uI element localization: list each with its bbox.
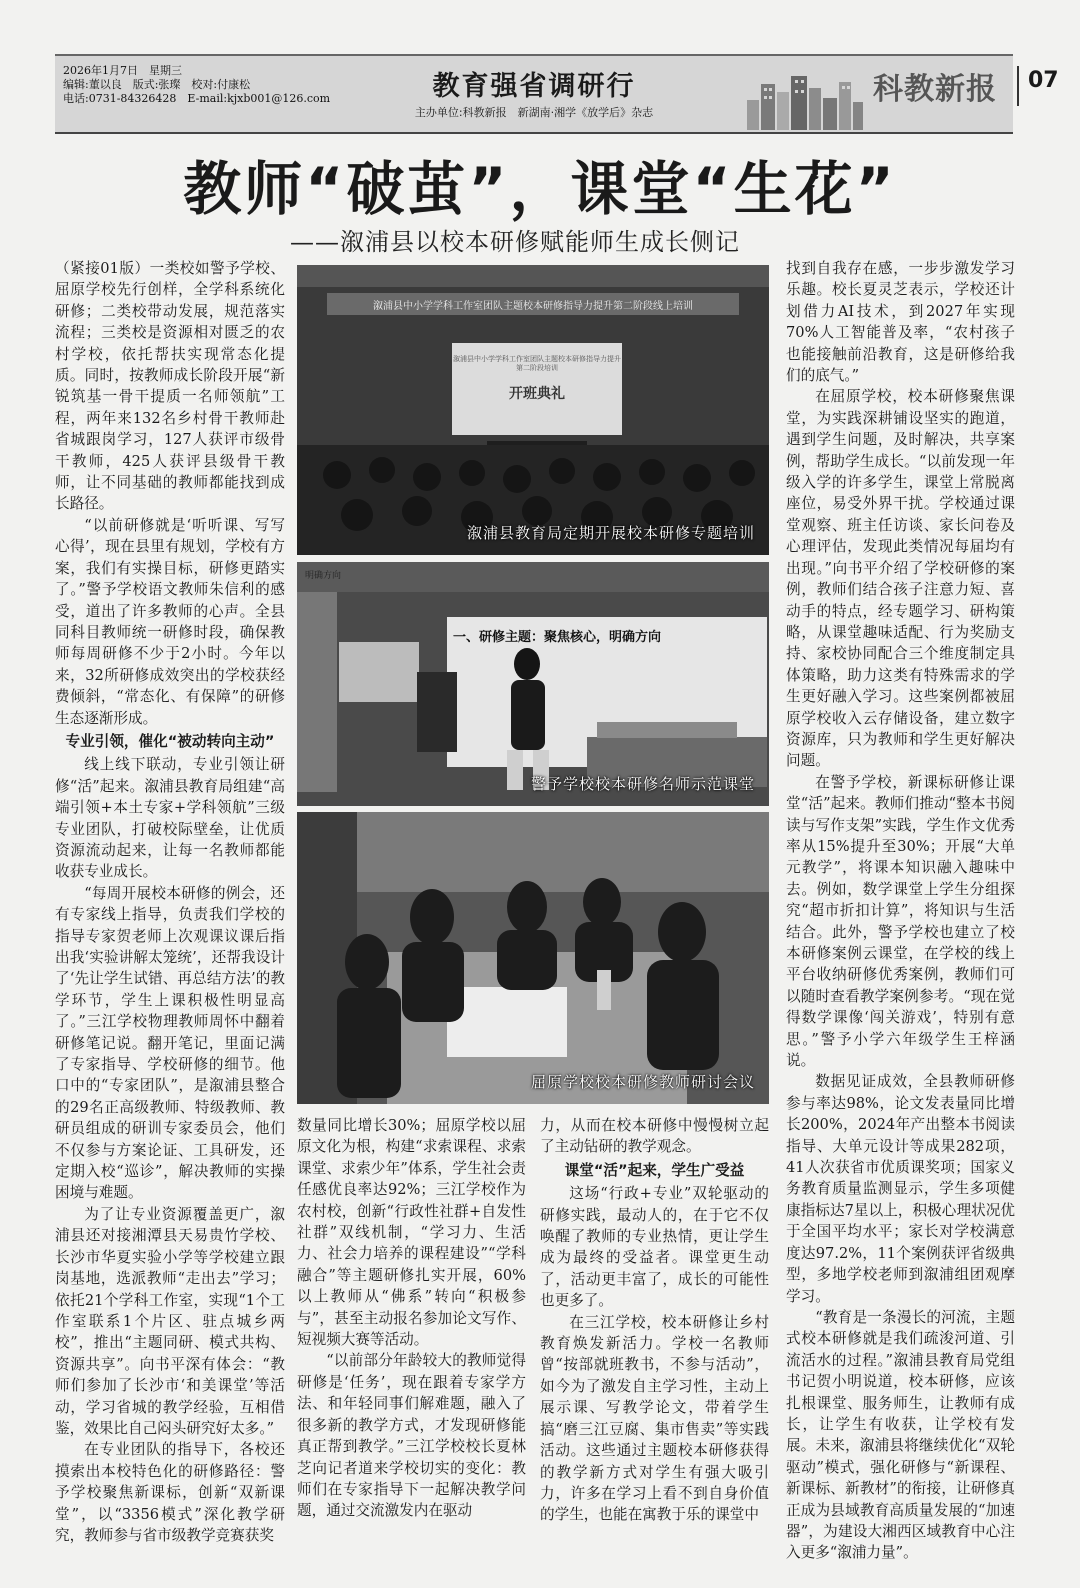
paragraph: “以前部分年龄较大的教师觉得研修是‘任务’，现在跟着专家学方法、和年轻同事们解难题，融入了很多新的教学方式，才发现研修能真正帮到教学。”三江学校校长夏林芝向记者道来学校切实的变化：教师们在专家指导下一起解决教学问题，通过交流激发内在驱动 — [297, 1352, 526, 1520]
newspaper-name: 科教新报 — [873, 72, 997, 107]
paragraph: 数量同比增长30%；屈原学校以屈原文化为根，构建“求索课程、求索课堂、求索少年”体系，学生社会责任感优良率达92%；三江学校作为农村校，创新“行政性社群+自发性社群”双线机制，“学习力、生活力、社会力培养的课程建设”“学科融合”等主题研修扎实开展，60%以上教师从“佛系”转向“积极参与”，甚至主动报名参加论文写作、短视频大赛等活动。 — [297, 1117, 526, 1349]
sponsors-line: 主办单位:科教新报 新湖南·湘学《放学后》杂志 — [414, 106, 654, 119]
paragraph: 这场“行政+专业”双轮驱动的研修实践，最动人的，在于它不仅唤醒了教师的专业热情，更让学生成为最终的受益者。课堂更生动了，活动更丰富了，成长的可能性也更多了。 — [540, 1185, 769, 1310]
paragraph: 力，从而在校本研修中慢慢树立起了主动钻研的教学观念。 — [540, 1117, 769, 1156]
page-header — [55, 54, 1059, 134]
section-heading: 课堂“活”起来，学生广受益 — [564, 1161, 745, 1179]
photo-caption: 溆浦县教育局定期开展校本研修专题培训 — [466, 524, 755, 542]
paragraph: 在屈原学校，校本研修聚焦课堂，为实践深耕铺设坚实的跑道，遇到学生问题，及时解决，共享案例，帮助学生成长。“以前发现一年级入学的许多学生，课堂上常脱离座位，易受外界干扰。学校通过课堂观察、班主任访谈、家长问卷及心理评估，发现此类情况每届均有出现。”向书平介绍了学校研修的案例，教师们结合孩子注意力短、喜动手的特点，经专题学习、研构策略，从课堂趣味适配、行为奖励支持、家校协同配合三个维度制定具体策略，助力这类有特殊需求的学生更好融入学习。这些案例都被屈原学校收入云存储设备，建立数字资源库，只为教师和学生更好解决问题。 — [786, 388, 1015, 770]
paragraph: “每周开展校本研修的例会，还有专家线上指导，负责我们学校的指导专家贺老师上次观课议课后指出我‘实验讲解太笼统’，还帮我设计了‘先让学生试错、再总结方法’的教学环节，学生上课积极性明显高了。”三江学校物理教师周怀中翻着研修笔记说。翻开笔记，里面记满了专家指导、学校研修的细节。他口中的“专家团队”，是溆浦县整合的29名正高级教师、特级教师、教研员组成的研训专家委员会，他们不仅参与方案论证、工具研发，还定期入校“巡诊”，解决教师的实操困境与难题。 — [55, 884, 285, 1202]
paragraph: 在警予学校，新课标研修让课堂“活”起来。教师们推动“整本书阅读与写作支架”实践，学生作文优秀率从15%提升至30%；开展“大单元教学”，将课本知识融入趣味中去。例如，数学课堂上学生分组探究“超市折扣计算”，将知识与生活结合。此外，警予学校也建立了校本研修案例云课堂，在学校的线上平台收纳研修优秀案例，教师们可以随时查看教学案例参考。“现在觉得数学课像‘闯关游戏’，特别有意思。”警予小学六年级学生王梓涵说。 — [786, 773, 1015, 1070]
article-title: 教师“破茧”，课堂“生花” — [183, 155, 897, 223]
seminar-image — [297, 812, 769, 1104]
paragraph: （紧接01版）一类校如警予学校、屈原学校先行创样，全学科系统化研修；二类校带动发展，规范落实流程；三类校是资源相对匮乏的农村学校，依托帮扶实现常态化提质。同时，按教师成长阶段开展“新锐筑基一骨干提质一名师领航”工程，两年来132名乡村骨干教师赴省城跟岗学习，127人获评市级骨干教师，425人获评县级骨干教师，让不同基础的教师都能找到成长路径。 — [55, 260, 285, 513]
issue-date: 2026年1月7日 星期三 — [63, 64, 182, 77]
paragraph: 找到自我存在感，一步步激发学习乐趣。校长夏灵芝表示，学校还计划借力AI技术，到2027年实现70%人工智能普及率，“农村孩子也能接触前沿教育，这是研修给我们的底气。” — [786, 260, 1015, 385]
photo-training-session — [297, 265, 769, 555]
column-title: 教育强省调研行 — [432, 71, 636, 102]
page-number: 07 — [1028, 68, 1059, 93]
slide-corner-text: 明确方向 — [305, 571, 342, 581]
editor-credits: 编辑:董以良 版式:张璨 校对:付康松 — [63, 78, 251, 91]
banner-text: 溆浦县中小学学科工作室团队主题校本研修指导力提升第二阶段线上培训 — [373, 301, 693, 312]
section-heading: 专业引领，催化“被动转向主动” — [65, 732, 275, 750]
photo-seminar — [297, 812, 769, 1104]
article-subtitle: ——溆浦县以校本研修赋能师生成长侧记 — [290, 228, 740, 256]
paragraph: 在专业团队的指导下，各校还摸索出本校特色化的研修路径：警予学校聚焦新课标，创新“双新课堂”，以“3356模式”深化教学研究，教师参与省市级教学竞赛获奖 — [55, 1441, 285, 1544]
paragraph: 为了让专业资源覆盖更广，溆浦县还对接湘潭县天易贵竹学校、长沙市华夏实验小学等学校建立跟岗基地，选派教师“走出去”学习；依托21个学科工作室，实现“1个工作室联系1个片区、驻点城乡两校”，推出“主题同研、模式共构、资源共享”。向书平深有体会：“教师们参加了长沙市‘和美课堂’等活动，学习省城的教学经验，互相借鉴，效果比自己闷头研究好太多。” — [55, 1205, 285, 1437]
photo-caption: 屈原学校校本研修教师研讨会议 — [530, 1073, 755, 1091]
mid-right-column — [540, 1115, 769, 1526]
screen-text: 开班典礼 — [509, 386, 565, 402]
paragraph: 数据见证成效，全县教师研修参与率达98%，论文发表量同比增长200%，2024年产出整本书阅读指导、大单元设计等成果282项，41人次获省市优质课奖项；国家义务教育质量监测显示，学生多项健康指标达7星以上，积极心理状况优于全国平均水平；家长对学校满意度达97.2%，11个案例获评省级典型，多地学校老师到溆浦组团观摩学习。 — [786, 1073, 1015, 1305]
left-column — [55, 258, 285, 1546]
paragraph: “以前研修就是‘听听课、写写心得’，现在县里有规划，学校有方案，我们有实操目标，研修更踏实了。”警予学校语文教师朱信利的感受，道出了许多教师的心声。全县同科目教师统一研修时段，确保教师每周研修不少于2小时。今年以来，32所研修成效突出的学校获经费倾斜，“常态化、有保障”的研修生态逐渐形成。 — [55, 516, 285, 727]
right-column — [786, 258, 1015, 1564]
paragraph: 线上线下联动，专业引领让研修“活”起来。溆浦县教育局组建“高端引领+本土专家+学科领航”三级专业团队，打破校际壁垒，让优质资源流动起来，让每一名教师都能收获专业成长。 — [55, 756, 285, 881]
photo-demo-lesson — [297, 562, 769, 806]
paragraph: 在三江学校，校本研修让乡村教育焕发新活力。学校一名教师曾“按部就班教书，不参与活动”，如今为了激发自主学习性，主动上展示课、写教学论文，带着学生搞“磨三江豆腐、集市售卖”等实践活动。这些通过主题校本研修获得的教学新方式对学生有强大吸引力，许多在学习上看不到自身价值的学生，也能在寓教于乐的课堂中 — [540, 1313, 769, 1524]
photo-caption: 警予学校校本研修名师示范课堂 — [530, 775, 755, 793]
header-divider — [1017, 66, 1019, 106]
classroom-image — [297, 562, 769, 806]
contact-info: 电话:0731-84326428 E-mail:kjxb001@126.com — [63, 92, 331, 105]
mid-left-column — [297, 1115, 526, 1522]
city-skyline-icon — [745, 70, 863, 130]
slide-heading: 一、研修主题：聚焦核心，明确方向 — [453, 630, 662, 645]
paragraph: “教育是一条漫长的河流，主题式校本研修就是我们疏浚河道、引流活水的过程。”溆浦县教育局党组书记贺小明说道，校本研修，应该扎根课堂、服务师生，让教师有成长，让学生有收获，让学校有发展。未来，溆浦县将继续优化“双轮驱动”模式，强化研修与“新课程、新课标、新教材”的衔接，让研修真正成为县域教育高质量发展的“加速器”，为建设大湘西区域教育中心注入更多“溆浦力量”。 — [786, 1308, 1015, 1562]
screen-subtext: 溆浦县中小学学科工作室团队主题校本研修指导力提升第二阶段培训 — [453, 355, 621, 372]
